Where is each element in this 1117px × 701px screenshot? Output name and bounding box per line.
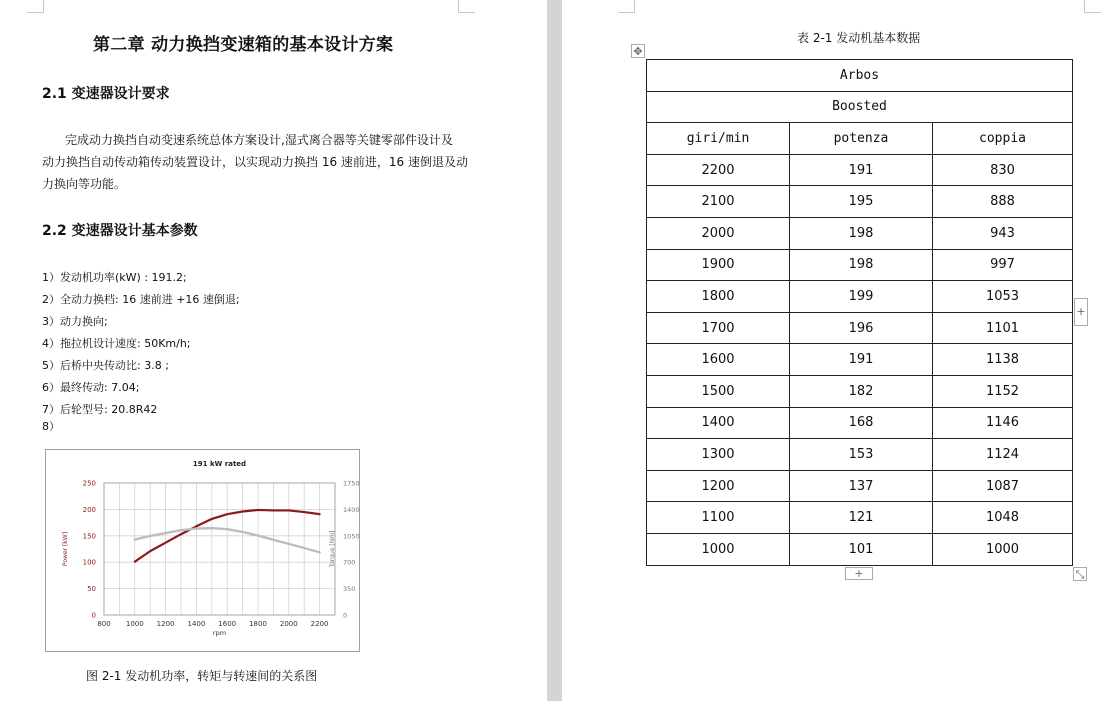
x-axis-label: rpm — [212, 629, 227, 637]
y2-tick-label: 1400 — [343, 505, 359, 514]
cell-rpm: 1400 — [647, 407, 790, 439]
chart-title: 191 kW rated — [192, 460, 247, 468]
param-item: 6）最终传动: 7.04; — [42, 381, 140, 394]
cell-rpm: 2000 — [647, 217, 790, 249]
table-row — [647, 344, 1073, 376]
chart-svg — [46, 450, 359, 651]
cell-power: 195 — [790, 186, 933, 218]
cell-torque: 1053 — [933, 281, 1073, 313]
paragraph-line: 力换向等功能。 — [42, 177, 127, 191]
y2-tick-label: 350 — [343, 585, 356, 594]
cell-power: 153 — [790, 439, 933, 471]
y2-axis-label: Torque [Nm] — [329, 530, 336, 568]
cell-power: 137 — [790, 470, 933, 502]
table-row — [647, 407, 1073, 439]
x-tick-label: 2200 — [310, 620, 329, 628]
cell-rpm: 1600 — [647, 344, 790, 376]
y2-tick-label: 0 — [343, 611, 348, 620]
engine-data-table — [646, 59, 1073, 566]
y2-tick-label: 1750 — [343, 479, 359, 488]
cell-power: 198 — [790, 217, 933, 249]
paragraph-line: 动力换挡自动传动箱传动装置设计，以实现动力换挡 16 速前进，16 速倒退及动 — [42, 155, 468, 169]
param-item: 5）后桥中央传动比: 3.8 ; — [42, 359, 169, 372]
x-tick-label: 1200 — [156, 620, 175, 628]
section-title-2-1: 2.1 变速器设计要求 — [42, 86, 170, 102]
table-subtitle-cell: Boosted — [647, 91, 1073, 123]
chapter-title: 第二章 动力换挡变速箱的基本设计方案 — [93, 35, 394, 55]
param-item: 7）后轮型号: 20.8R42 — [42, 403, 158, 416]
x-tick-label: 1800 — [249, 620, 267, 628]
cell-rpm: 1300 — [647, 439, 790, 471]
cell-power: 191 — [790, 154, 933, 186]
cell-power: 196 — [790, 312, 933, 344]
table-row — [647, 186, 1073, 218]
cell-power: 199 — [790, 281, 933, 313]
cell-rpm: 1200 — [647, 470, 790, 502]
table-row — [647, 154, 1073, 186]
column-header-torque: coppia — [933, 123, 1073, 155]
y-tick-label: 100 — [82, 558, 96, 567]
table-move-handle[interactable]: ✥ — [631, 44, 645, 58]
cell-rpm: 1000 — [647, 533, 790, 565]
cell-rpm: 1500 — [647, 375, 790, 407]
cell-power: 191 — [790, 344, 933, 376]
table-row — [647, 375, 1073, 407]
cell-torque: 1000 — [933, 533, 1073, 565]
table-row — [647, 470, 1073, 502]
y2-tick-label: 1050 — [343, 532, 359, 541]
param-item: 8） — [42, 420, 60, 433]
table-body — [647, 154, 1073, 565]
cell-power: 168 — [790, 407, 933, 439]
x-tick-label: 1600 — [218, 620, 237, 628]
cell-rpm: 1800 — [647, 281, 790, 313]
cell-torque: 1152 — [933, 375, 1073, 407]
add-column-button[interactable]: + — [1074, 298, 1088, 326]
cell-power: 182 — [790, 375, 933, 407]
table-caption: 表 2-1 发动机基本数据 — [797, 31, 921, 45]
cell-torque: 888 — [933, 186, 1073, 218]
y-tick-label: 0 — [91, 611, 96, 620]
page-corner-mark — [27, 0, 44, 13]
x-tick-label: 1000 — [125, 620, 144, 628]
y-axis-label: Power [kW] — [62, 531, 69, 567]
cell-torque: 1101 — [933, 312, 1073, 344]
table-resize-handle[interactable]: ⤡ — [1073, 567, 1087, 581]
x-tick-label: 1400 — [187, 620, 206, 628]
table-row — [647, 439, 1073, 471]
page-corner-mark — [1084, 0, 1101, 13]
y-tick-label: 200 — [82, 505, 96, 514]
cell-rpm: 1900 — [647, 249, 790, 281]
cell-power: 198 — [790, 249, 933, 281]
x-tick-label: 2000 — [279, 620, 298, 628]
page-gutter — [547, 0, 562, 701]
cell-torque: 943 — [933, 217, 1073, 249]
cell-torque: 1087 — [933, 470, 1073, 502]
figure-caption: 图 2-1 发动机功率，转矩与转速间的关系图 — [86, 669, 318, 683]
cell-rpm: 2100 — [647, 186, 790, 218]
cell-torque: 1138 — [933, 344, 1073, 376]
page-corner-mark — [458, 0, 475, 13]
table-row — [647, 249, 1073, 281]
y-tick-label: 250 — [82, 479, 96, 488]
table-row — [647, 217, 1073, 249]
left-page — [0, 0, 547, 701]
cell-torque: 1048 — [933, 502, 1073, 534]
y-tick-label: 50 — [87, 585, 96, 594]
cell-rpm: 1100 — [647, 502, 790, 534]
table-row — [647, 502, 1073, 534]
plot-frame — [104, 483, 335, 615]
engine-curve-chart — [45, 449, 360, 652]
x-tick-label: 800 — [97, 620, 111, 628]
cell-torque: 1146 — [933, 407, 1073, 439]
param-item: 2）全动力换档: 16 速前进 +16 速倒退; — [42, 293, 240, 306]
cell-torque: 830 — [933, 154, 1073, 186]
page-corner-mark — [618, 0, 635, 13]
cell-torque: 997 — [933, 249, 1073, 281]
param-item: 3）动力换向; — [42, 315, 108, 328]
cell-rpm: 1700 — [647, 312, 790, 344]
add-row-button[interactable]: + — [845, 567, 873, 580]
right-page — [562, 0, 1117, 701]
param-item: 4）拖拉机设计速度: 50Km/h; — [42, 337, 191, 350]
cell-torque: 1124 — [933, 439, 1073, 471]
param-item: 1）发动机功率(kW) : 191.2; — [42, 271, 187, 284]
table-title-cell: Arbos — [647, 60, 1073, 92]
y-tick-label: 150 — [82, 532, 96, 541]
cell-power: 101 — [790, 533, 933, 565]
column-header-power: potenza — [790, 123, 933, 155]
column-header-rpm: giri/min — [647, 123, 790, 155]
table-row — [647, 281, 1073, 313]
table-row — [647, 312, 1073, 344]
table-row — [647, 533, 1073, 565]
cell-rpm: 2200 — [647, 154, 790, 186]
y2-tick-label: 700 — [343, 558, 356, 567]
section-title-2-2: 2.2 变速器设计基本参数 — [42, 223, 198, 239]
paragraph-line: 完成动力换挡自动变速系统总体方案设计,湿式离合器等关键零部件设计及 — [65, 133, 453, 147]
cell-power: 121 — [790, 502, 933, 534]
